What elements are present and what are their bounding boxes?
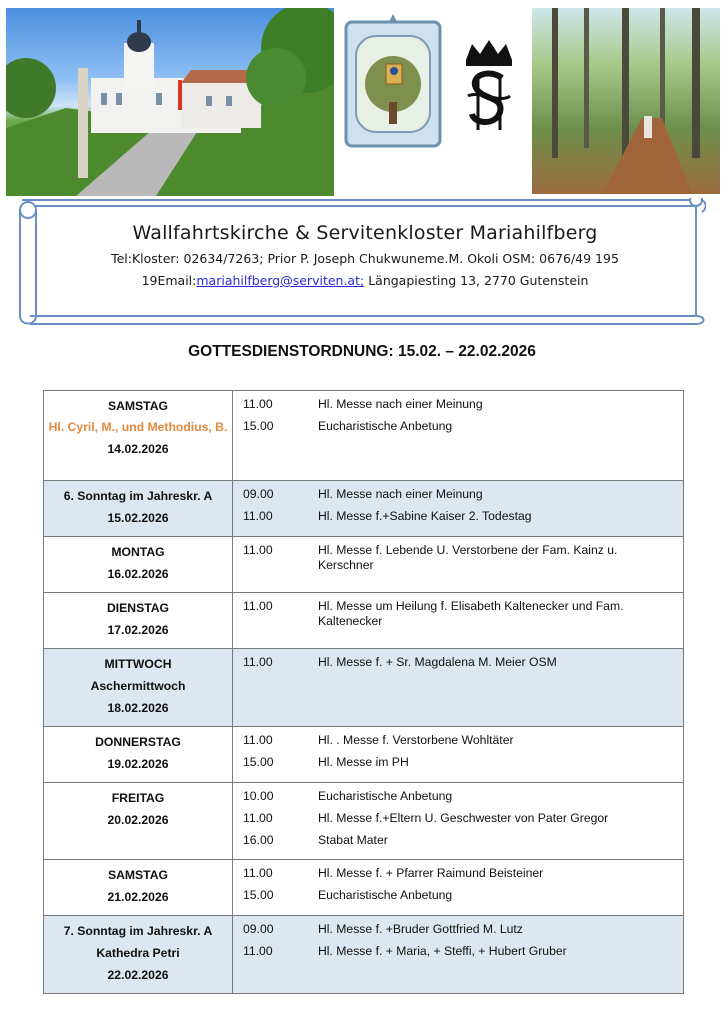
day-cell bbox=[44, 481, 233, 537]
address: Längapiesting 13, 2770 Gutenstein bbox=[364, 273, 589, 288]
day-date: 16.02.2026 bbox=[107, 567, 169, 581]
schedule-row bbox=[44, 727, 684, 783]
church-title: Wallfahrtskirche & Servitenkloster Mariahilfberg bbox=[132, 222, 598, 244]
day-cell bbox=[44, 649, 233, 727]
day-date: 19.02.2026 bbox=[107, 757, 169, 771]
day-name: DIENSTAG bbox=[106, 601, 170, 615]
service-description: Hl. Messe f. + Maria, + Steffi, + Hubert Gruber bbox=[318, 944, 567, 958]
day-name: 7. Sonntag im Jahreskr. A bbox=[63, 924, 213, 938]
contact-email-line bbox=[40, 273, 690, 288]
service-time: 11.00 bbox=[243, 944, 273, 958]
service-entry bbox=[233, 833, 683, 848]
service-time: 15.00 bbox=[243, 419, 274, 433]
service-time: 09.00 bbox=[243, 487, 274, 501]
service-description: Hl. Messe f. Lebende U. Verstorbene der Fam. Kainz u. Kerschner bbox=[318, 543, 618, 572]
service-time: 15.00 bbox=[243, 888, 274, 902]
day-cell bbox=[44, 916, 233, 994]
service-entries bbox=[233, 916, 684, 994]
schedule-row bbox=[44, 391, 684, 481]
day-name: FREITAG bbox=[111, 791, 165, 805]
forest-path-photo bbox=[532, 8, 720, 194]
service-time: 11.00 bbox=[243, 866, 273, 880]
schedule-row bbox=[44, 481, 684, 537]
day-date: 22.02.2026 bbox=[107, 968, 169, 982]
service-entries bbox=[233, 537, 684, 593]
day-name: SAMSTAG bbox=[107, 868, 169, 882]
schedule-row bbox=[44, 537, 684, 593]
day-date: 18.02.2026 bbox=[107, 701, 169, 715]
day-name: Aschermittwoch bbox=[90, 679, 186, 693]
service-entry bbox=[233, 755, 683, 770]
service-time: 11.00 bbox=[243, 509, 273, 523]
service-description: Hl. Messe nach einer Meinung bbox=[318, 487, 483, 501]
email-prefix: 19Email: bbox=[141, 273, 197, 288]
service-description: Eucharistische Anbetung bbox=[318, 419, 453, 433]
service-description: Hl. Messe f. + Pfarrer Raimund Beisteiner bbox=[318, 866, 544, 880]
service-time: 16.00 bbox=[243, 833, 274, 847]
service-entries bbox=[233, 783, 684, 860]
pilgrimage-emblem-image bbox=[342, 14, 444, 152]
service-entries bbox=[233, 727, 684, 783]
service-description: Hl. . Messe f. Verstorbene Wohltäter bbox=[318, 733, 514, 747]
service-entries bbox=[233, 649, 684, 727]
service-entry bbox=[233, 944, 683, 959]
service-entry bbox=[233, 543, 683, 573]
day-cell bbox=[44, 537, 233, 593]
service-entries bbox=[233, 860, 684, 916]
servite-monogram-image bbox=[458, 38, 520, 138]
day-date: 14.02.2026 bbox=[107, 442, 169, 456]
service-entry bbox=[233, 866, 683, 881]
service-entry bbox=[233, 509, 683, 524]
schedule-row bbox=[44, 916, 684, 994]
header-text bbox=[40, 218, 690, 288]
service-time: 11.00 bbox=[243, 811, 273, 825]
service-time: 11.00 bbox=[243, 733, 273, 747]
day-name: MONTAG bbox=[111, 545, 165, 559]
service-description: Hl. Messe im PH bbox=[318, 755, 409, 769]
service-time: 11.00 bbox=[243, 543, 273, 557]
day-cell bbox=[44, 783, 233, 860]
contact-phone-line: Tel:Kloster: 02634/7263; Prior P. Joseph Chukwuneme.M. Okoli OSM: 0676/49 195 bbox=[111, 251, 619, 266]
service-time: 11.00 bbox=[243, 599, 273, 613]
day-name: Kathedra Petri bbox=[96, 946, 180, 960]
day-date: 17.02.2026 bbox=[107, 623, 169, 637]
service-entry bbox=[233, 655, 683, 670]
service-entry bbox=[233, 397, 683, 412]
service-time: 15.00 bbox=[243, 755, 274, 769]
day-name: DONNERSTAG bbox=[95, 735, 181, 749]
day-date: 20.02.2026 bbox=[107, 813, 169, 827]
day-date: 15.02.2026 bbox=[107, 511, 169, 525]
service-entries bbox=[233, 593, 684, 649]
service-entries bbox=[233, 481, 684, 537]
schedule-heading: GOTTESDIENSTORDNUNG: 15.02. – 22.02.2026 bbox=[188, 343, 536, 360]
day-date: 21.02.2026 bbox=[107, 890, 169, 904]
day-name: SAMSTAG bbox=[107, 399, 169, 413]
day-cell bbox=[44, 391, 233, 481]
day-cell bbox=[44, 860, 233, 916]
day-cell bbox=[44, 593, 233, 649]
service-description: Hl. Messe um Heilung f. Elisabeth Kaltenecker und Fam. Kaltenecker bbox=[318, 599, 624, 628]
service-description: Hl. Messe f. +Bruder Gottfried M. Lutz bbox=[318, 922, 523, 936]
service-entry bbox=[233, 419, 683, 434]
service-entry bbox=[233, 811, 683, 826]
service-entry bbox=[233, 922, 683, 937]
day-cell bbox=[44, 727, 233, 783]
service-description: Hl. Messe f.+Sabine Kaiser 2. Todestag bbox=[318, 509, 532, 523]
email-link[interactable]: mariahilfberg@serviten.at; bbox=[196, 273, 365, 288]
service-entry bbox=[233, 888, 683, 903]
service-time: 09.00 bbox=[243, 922, 274, 936]
service-entry bbox=[233, 789, 683, 804]
schedule-row bbox=[44, 783, 684, 860]
service-description: Eucharistische Anbetung bbox=[318, 888, 453, 902]
service-entry bbox=[233, 599, 683, 629]
day-name: 6. Sonntag im Jahreskr. A bbox=[63, 489, 213, 503]
day-name: MITTWOCH bbox=[104, 657, 172, 671]
schedule-row bbox=[44, 860, 684, 916]
service-entry bbox=[233, 733, 683, 748]
service-time: 10.00 bbox=[243, 789, 274, 803]
service-description: Stabat Mater bbox=[318, 833, 388, 847]
service-time: 11.00 bbox=[243, 397, 273, 411]
service-description: Hl. Messe f.+Eltern U. Geschwester von Pater Gregor bbox=[318, 811, 609, 825]
service-schedule-table bbox=[43, 390, 684, 994]
church-photo bbox=[6, 8, 334, 196]
service-description: Hl. Messe nach einer Meinung bbox=[318, 397, 483, 411]
feast-name: Hl. Cyril, M., und Methodius, B. bbox=[48, 420, 228, 434]
service-description: Eucharistische Anbetung bbox=[318, 789, 453, 803]
service-description: Hl. Messe f. + Sr. Magdalena M. Meier OSM bbox=[318, 655, 557, 669]
schedule-row bbox=[44, 593, 684, 649]
service-entries bbox=[233, 391, 684, 481]
service-entry bbox=[233, 487, 683, 502]
schedule-row bbox=[44, 649, 684, 727]
service-time: 11.00 bbox=[243, 655, 273, 669]
